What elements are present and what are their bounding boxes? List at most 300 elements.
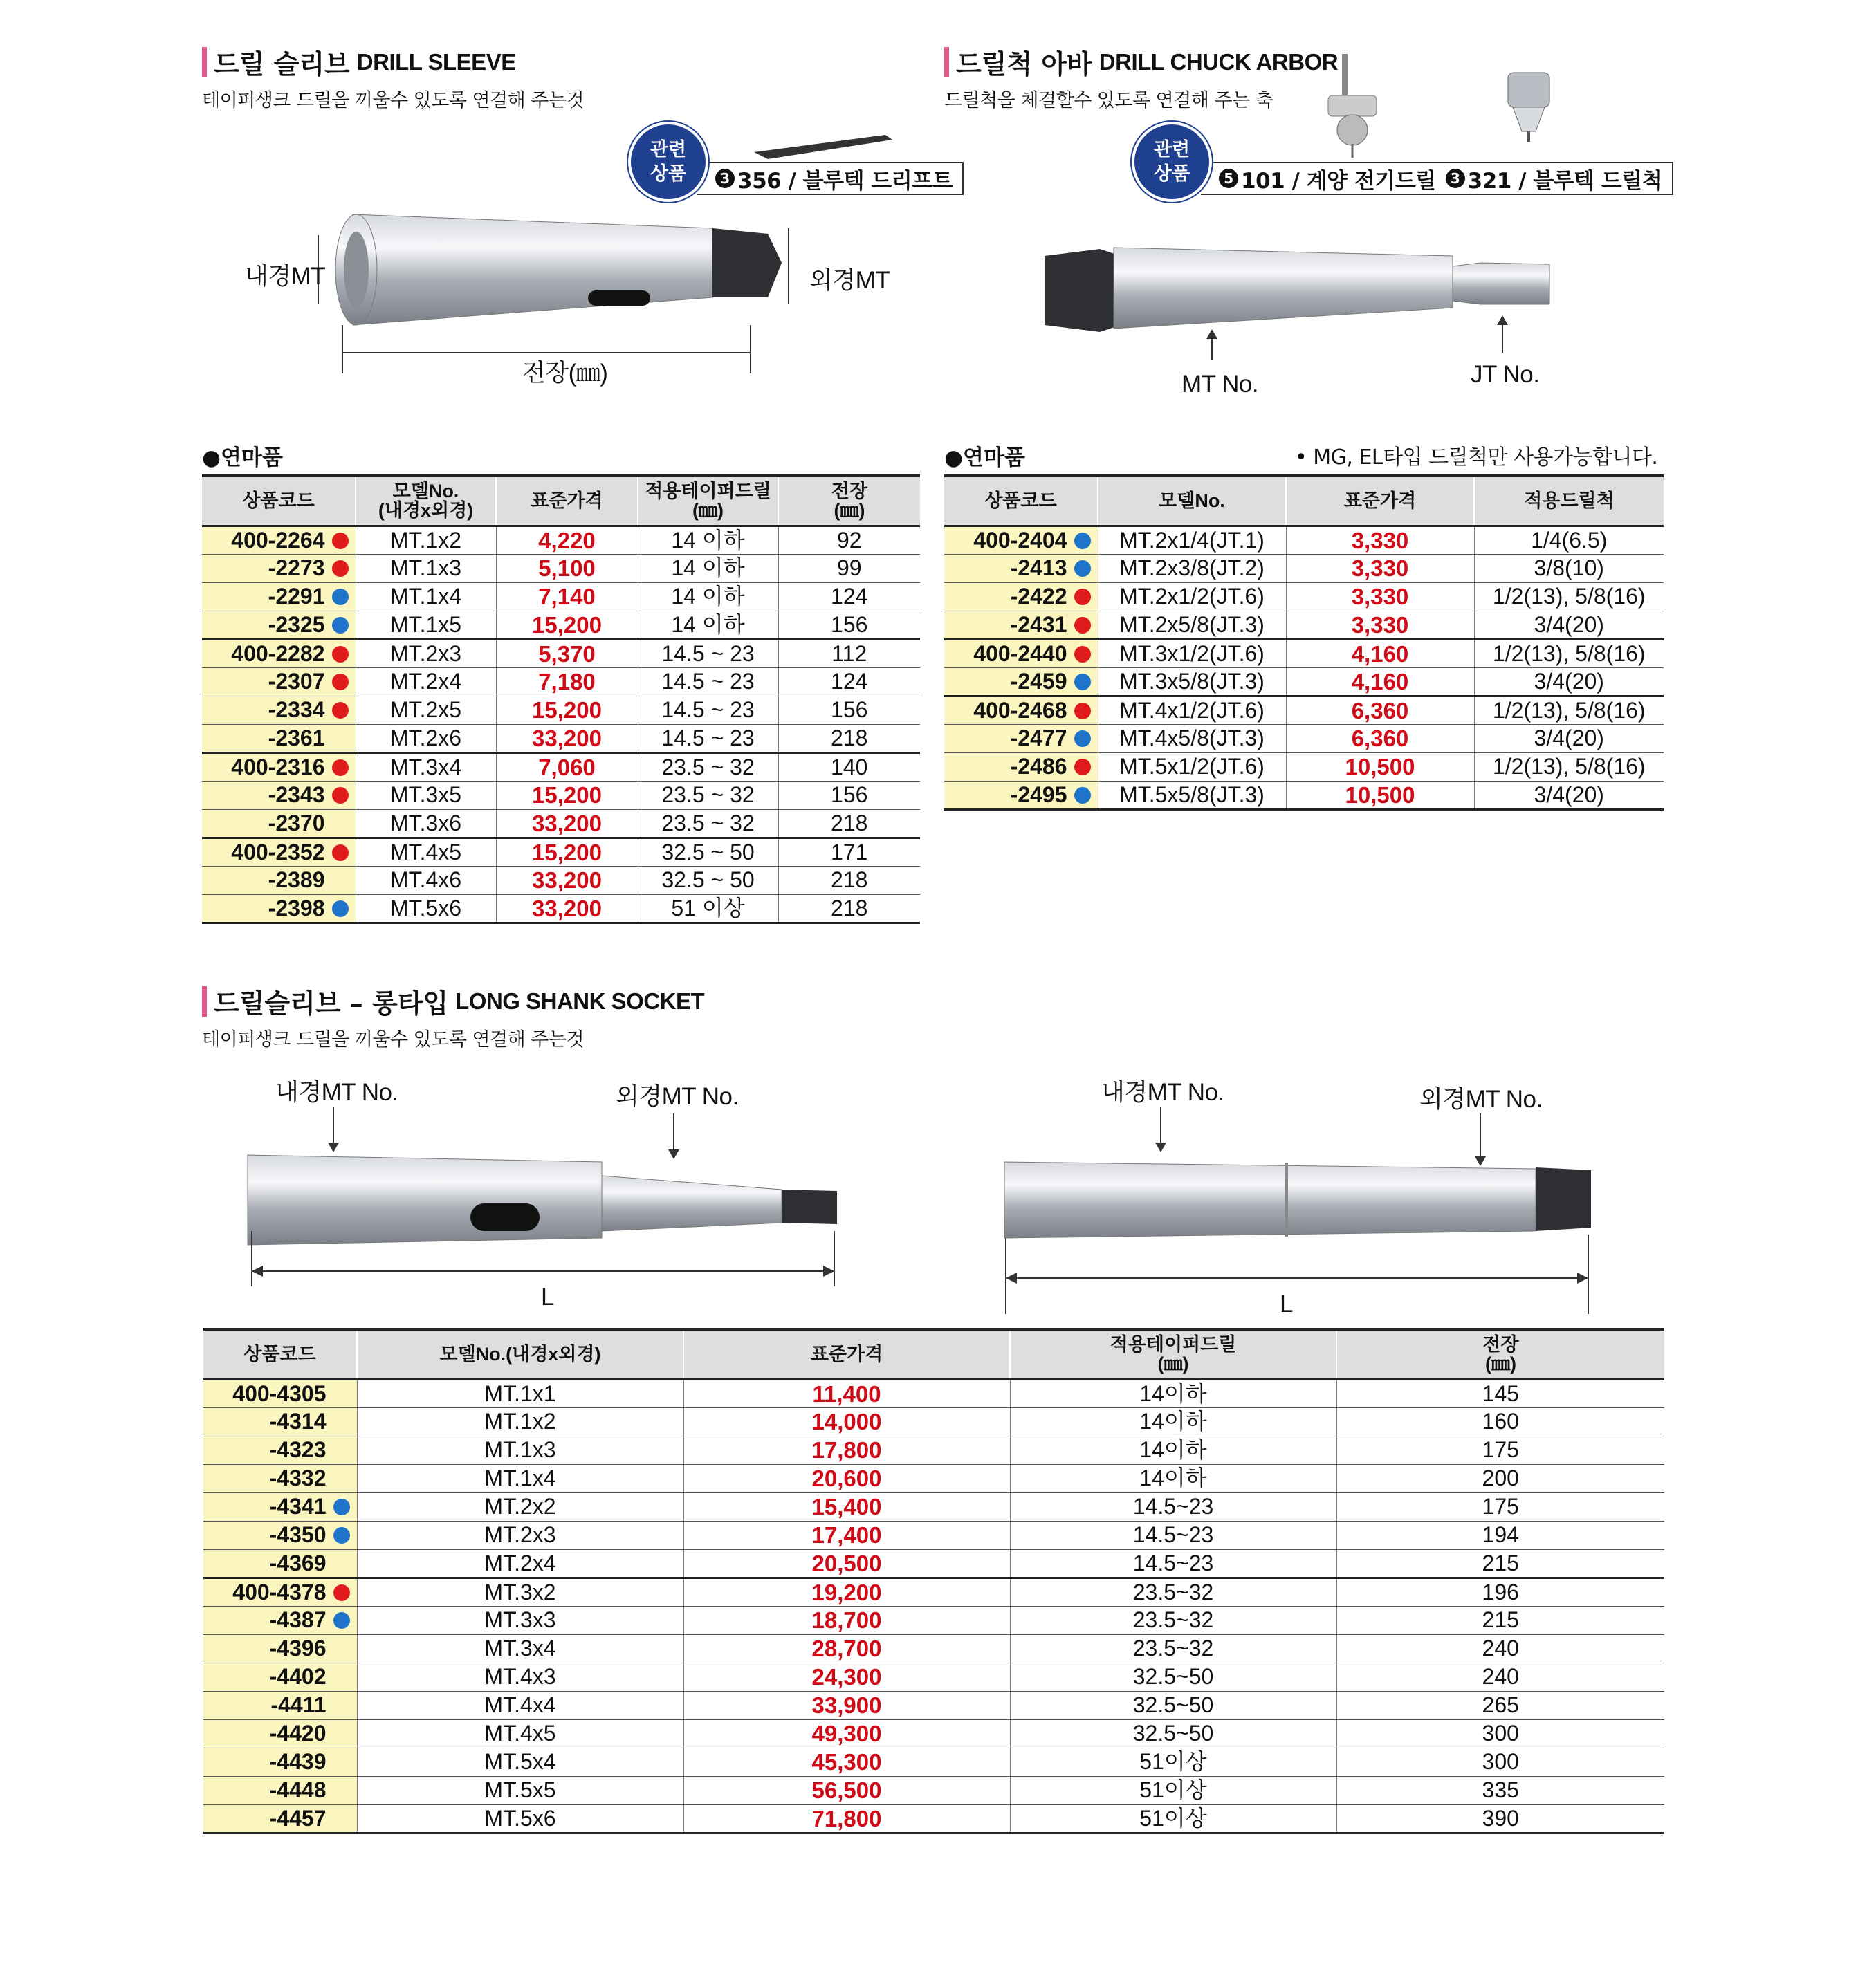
product-code: -2413	[1010, 555, 1067, 580]
model-cell: MT.2x6	[356, 724, 496, 752]
empty-dot	[333, 1414, 350, 1430]
table-row	[202, 696, 920, 724]
empty-dot	[333, 1754, 350, 1771]
table-row	[944, 582, 1664, 611]
product-code-cell	[203, 1606, 357, 1634]
drill-cell: 32.5~50	[1010, 1663, 1336, 1691]
product-code: -2422	[1010, 584, 1067, 609]
price-cell: 71,800	[683, 1804, 1010, 1833]
price-cell: 45,300	[683, 1748, 1010, 1776]
longshank-title-ko: 드릴슬리브 – 롱타입	[214, 988, 449, 1019]
price-cell: 7,180	[496, 667, 638, 696]
model-cell: MT.4x5/8(JT.3)	[1098, 724, 1286, 752]
related-item[interactable]: 3 356 / 블루텍 드리프트	[697, 162, 964, 195]
len-cell: 124	[778, 667, 920, 696]
label-length-2: L	[1280, 1291, 1293, 1318]
table-row	[202, 582, 920, 611]
col-header: 표준가격	[683, 1329, 1010, 1379]
chuck-cell: 1/2(13), 5/8(16)	[1474, 752, 1664, 781]
product-code: -4439	[269, 1749, 327, 1774]
drill-cell: 14.5 ~ 23	[638, 724, 778, 752]
drill-cell: 14.5~23	[1010, 1549, 1336, 1578]
empty-dot	[333, 1470, 350, 1487]
product-code-cell	[203, 1776, 357, 1804]
product-code-cell	[202, 838, 356, 866]
len-cell: 200	[1336, 1464, 1664, 1492]
len-cell: 218	[778, 724, 920, 752]
table-row	[203, 1379, 1664, 1407]
len-cell: 215	[1336, 1549, 1664, 1578]
model-cell: MT.5x5/8(JT.3)	[1098, 781, 1286, 809]
blue-dot-icon	[1074, 560, 1091, 577]
len-cell: 335	[1336, 1776, 1664, 1804]
price-cell: 6,360	[1286, 696, 1474, 724]
price-cell: 33,200	[496, 809, 638, 838]
len-cell: 390	[1336, 1804, 1664, 1833]
longshank-title-en: LONG SHANK SOCKET	[455, 988, 705, 1014]
price-cell: 15,400	[683, 1492, 1010, 1521]
col-header: 상품코드	[202, 476, 356, 526]
label-mt-no: MT No.	[1181, 371, 1259, 398]
price-cell: 33,200	[496, 894, 638, 923]
product-code-cell	[944, 639, 1098, 667]
related-badge: 관련 상품	[631, 124, 706, 199]
table-row	[203, 1804, 1664, 1833]
empty-dot	[332, 730, 349, 747]
product-code: -4411	[270, 1692, 327, 1717]
red-dot-icon	[332, 533, 349, 549]
product-code-cell	[202, 752, 356, 781]
col-header: 모델No.(내경x외경)	[357, 1329, 683, 1379]
product-code-cell	[202, 696, 356, 724]
drill-cell: 23.5 ~ 32	[638, 752, 778, 781]
blue-dot-icon	[1074, 730, 1091, 747]
long-socket-diagram-1	[242, 1107, 851, 1314]
product-code: -4387	[269, 1607, 327, 1632]
product-code: -2361	[268, 725, 325, 750]
product-code: 400-2282	[231, 640, 325, 666]
sleeve-title-ko: 드릴 슬리브	[214, 49, 350, 80]
table-row	[944, 554, 1664, 582]
empty-dot	[333, 1697, 350, 1714]
chuck-cell: 3/4(20)	[1474, 667, 1664, 696]
chuck-cell: 3/8(10)	[1474, 554, 1664, 582]
product-code: -2334	[268, 697, 325, 722]
empty-dot	[332, 815, 349, 832]
red-dot-icon	[332, 759, 349, 776]
product-code: -2273	[268, 555, 325, 580]
product-code-cell	[203, 1379, 357, 1407]
price-cell: 24,300	[683, 1663, 1010, 1691]
red-dot-icon	[1074, 617, 1091, 634]
red-dot-icon	[332, 844, 349, 861]
red-dot-icon	[332, 560, 349, 577]
product-code: -4396	[269, 1636, 327, 1661]
sleeve-subhead: ●연마품	[202, 445, 283, 470]
product-code: -2495	[1010, 782, 1067, 807]
price-cell: 15,200	[496, 696, 638, 724]
empty-dot	[333, 1386, 350, 1403]
model-cell: MT.2x1/2(JT.6)	[1098, 582, 1286, 611]
price-cell: 11,400	[683, 1379, 1010, 1407]
blue-dot-icon	[1074, 533, 1091, 549]
arbor-header	[944, 43, 1338, 112]
model-cell: MT.3x4	[356, 752, 496, 781]
product-code-cell	[203, 1691, 357, 1719]
price-cell: 15,200	[496, 838, 638, 866]
red-dot-icon	[332, 702, 349, 719]
arbor-related-products[interactable]	[1134, 124, 1673, 199]
product-code-cell	[203, 1634, 357, 1663]
drill-cell: 23.5~32	[1010, 1606, 1336, 1634]
product-code: -2459	[1010, 668, 1067, 694]
drill-cell: 32.5 ~ 50	[638, 838, 778, 866]
price-cell: 5,370	[496, 639, 638, 667]
product-code: 400-2440	[973, 640, 1067, 666]
product-code-cell	[944, 696, 1098, 724]
drill-cell: 14.5 ~ 23	[638, 696, 778, 724]
product-code-cell	[203, 1521, 357, 1549]
table-row	[944, 667, 1664, 696]
product-code: -4332	[269, 1466, 327, 1490]
longshank-header	[202, 982, 704, 1051]
price-cell: 7,140	[496, 582, 638, 611]
col-header: 모델No. (내경x외경)	[356, 476, 496, 526]
drill-cell: 23.5~32	[1010, 1578, 1336, 1606]
product-code: -2325	[268, 611, 325, 637]
drill-cell: 51 이상	[638, 894, 778, 923]
red-dot-icon	[332, 646, 349, 663]
related-item[interactable]: 5 101 / 계양 전기드릴 3 321 / 블루텍 드릴척	[1201, 162, 1673, 195]
model-cell: MT.3x2	[357, 1578, 683, 1606]
len-cell: 99	[778, 554, 920, 582]
table-row	[202, 809, 920, 838]
chuck-cell: 3/4(20)	[1474, 781, 1664, 809]
table-row	[944, 781, 1664, 809]
price-cell: 15,200	[496, 781, 638, 809]
price-cell: 17,800	[683, 1436, 1010, 1464]
drill-cell: 14 이하	[638, 582, 778, 611]
product-code-cell	[202, 724, 356, 752]
drill-cell: 14.5 ~ 23	[638, 667, 778, 696]
model-cell: MT.2x3/8(JT.2)	[1098, 554, 1286, 582]
drill-cell: 14.5 ~ 23	[638, 639, 778, 667]
price-cell: 19,200	[683, 1578, 1010, 1606]
model-cell: MT.2x3	[357, 1521, 683, 1549]
product-code-cell	[944, 724, 1098, 752]
len-cell: 175	[1336, 1436, 1664, 1464]
label-outer-mt: 외경MT	[809, 267, 890, 294]
table-row	[944, 611, 1664, 639]
product-code-cell	[202, 866, 356, 894]
empty-dot	[333, 1640, 350, 1657]
table-row	[203, 1776, 1664, 1804]
product-code: -2431	[1010, 611, 1067, 637]
drill-cell: 14이하	[1010, 1436, 1336, 1464]
red-dot-icon	[332, 787, 349, 804]
drill-cell: 32.5~50	[1010, 1719, 1336, 1748]
drill-cell: 14 이하	[638, 526, 778, 554]
price-cell: 20,600	[683, 1464, 1010, 1492]
price-cell: 33,900	[683, 1691, 1010, 1719]
price-cell: 4,160	[1286, 667, 1474, 696]
drill-cell: 14.5~23	[1010, 1492, 1336, 1521]
blue-dot-icon	[332, 617, 349, 634]
len-cell: 171	[778, 838, 920, 866]
title-accent-bar	[202, 986, 207, 1017]
model-cell: MT.1x5	[356, 611, 496, 639]
price-cell: 18,700	[683, 1606, 1010, 1634]
red-dot-icon	[332, 674, 349, 690]
product-code-cell	[944, 781, 1098, 809]
len-cell: 218	[778, 866, 920, 894]
product-code: -2307	[268, 669, 325, 694]
price-cell: 6,360	[1286, 724, 1474, 752]
product-code: -4420	[269, 1721, 327, 1746]
product-code: -4457	[269, 1805, 327, 1831]
empty-dot	[333, 1669, 350, 1685]
table-row	[944, 526, 1664, 554]
price-cell: 33,200	[496, 724, 638, 752]
table-row	[202, 866, 920, 894]
len-cell: 300	[1336, 1748, 1664, 1776]
empty-dot	[333, 1726, 350, 1742]
product-code: 400-4378	[232, 1579, 327, 1605]
model-cell: MT.5x6	[356, 894, 496, 923]
product-code-cell	[944, 752, 1098, 781]
table-row	[202, 894, 920, 923]
model-cell: MT.2x4	[357, 1549, 683, 1578]
product-code: -4314	[269, 1409, 327, 1434]
model-cell: MT.3x4	[357, 1634, 683, 1663]
product-code-cell	[203, 1719, 357, 1748]
chuck-cell: 3/4(20)	[1474, 611, 1664, 639]
table-row	[203, 1436, 1664, 1464]
table-row	[203, 1549, 1664, 1578]
len-cell: 175	[1336, 1492, 1664, 1521]
len-cell: 156	[778, 696, 920, 724]
table-row	[202, 752, 920, 781]
drill-cell: 14 이하	[638, 611, 778, 639]
blue-dot-icon	[332, 900, 349, 917]
product-code: -2370	[268, 810, 325, 835]
chuck-arbor-diagram	[1038, 228, 1563, 367]
product-code: -4350	[269, 1522, 327, 1547]
price-cell: 20,500	[683, 1549, 1010, 1578]
model-cell: MT.2x4	[356, 667, 496, 696]
len-cell: 240	[1336, 1663, 1664, 1691]
related-badge: 관련 상품	[1134, 124, 1209, 199]
product-code-cell	[202, 582, 356, 611]
price-cell: 4,220	[496, 526, 638, 554]
chuck-cell: 1/2(13), 5/8(16)	[1474, 639, 1664, 667]
sleeve-table	[202, 474, 920, 924]
chuck-cell: 1/4(6.5)	[1474, 526, 1664, 554]
len-cell: 112	[778, 639, 920, 667]
model-cell: MT.2x1/4(JT.1)	[1098, 526, 1286, 554]
label-inner-mt: 내경MT	[245, 263, 326, 290]
model-cell: MT.3x3	[357, 1606, 683, 1634]
product-code-cell	[944, 667, 1098, 696]
table-row	[203, 1521, 1664, 1549]
model-cell: MT.5x1/2(JT.6)	[1098, 752, 1286, 781]
product-code: -2343	[268, 782, 325, 807]
blue-dot-icon	[333, 1499, 350, 1515]
table-row	[203, 1691, 1664, 1719]
col-header: 모델No.	[1098, 476, 1286, 526]
empty-dot	[333, 1782, 350, 1799]
longshank-subtitle: 테이퍼생크 드릴을 끼울수 있도록 연결해 주는것	[202, 1029, 585, 1051]
len-cell: 196	[1336, 1578, 1664, 1606]
model-cell: MT.2x5	[356, 696, 496, 724]
product-code-cell	[203, 1663, 357, 1691]
long-socket-diagram-2	[996, 1107, 1605, 1321]
product-code: -2291	[268, 584, 325, 609]
drill-cell: 51이상	[1010, 1804, 1336, 1833]
label-inner-mt-no-1: 내경MT No.	[275, 1079, 398, 1106]
price-cell: 10,500	[1286, 752, 1474, 781]
empty-dot	[333, 1555, 350, 1572]
drill-cell: 23.5 ~ 32	[638, 809, 778, 838]
table-row	[203, 1492, 1664, 1521]
len-cell: 156	[778, 611, 920, 639]
price-cell: 4,160	[1286, 639, 1474, 667]
product-code-cell	[202, 639, 356, 667]
drill-cell: 14이하	[1010, 1407, 1336, 1436]
drill-cell: 14이하	[1010, 1464, 1336, 1492]
table-row	[203, 1634, 1664, 1663]
drill-cell: 14이하	[1010, 1379, 1336, 1407]
product-code: 400-2352	[231, 839, 325, 865]
table-row	[944, 752, 1664, 781]
model-cell: MT.4x6	[356, 866, 496, 894]
product-code: -4402	[269, 1664, 327, 1689]
label-length: 전장(㎜)	[522, 360, 608, 387]
len-cell: 240	[1336, 1634, 1664, 1663]
chuck-cell: 3/4(20)	[1474, 724, 1664, 752]
table-row	[202, 724, 920, 752]
model-cell: MT.5x6	[357, 1804, 683, 1833]
table-row	[944, 724, 1664, 752]
arbor-note: • MG, EL타입 드릴척만 사용가능합니다.	[1295, 445, 1658, 470]
model-cell: MT.1x4	[357, 1464, 683, 1492]
price-cell: 15,200	[496, 611, 638, 639]
model-cell: MT.5x5	[357, 1776, 683, 1804]
drift-tool-image	[747, 124, 899, 166]
col-header: 적용테이퍼드릴 (㎜)	[638, 476, 778, 526]
drill-cell: 51이상	[1010, 1748, 1336, 1776]
model-cell: MT.3x5/8(JT.3)	[1098, 667, 1286, 696]
col-header: 적용테이퍼드릴 (㎜)	[1010, 1329, 1336, 1379]
blue-dot-icon	[333, 1527, 350, 1544]
col-header: 상품코드	[944, 476, 1098, 526]
model-cell: MT.1x2	[357, 1407, 683, 1436]
drill-cell: 32.5 ~ 50	[638, 866, 778, 894]
table-row	[203, 1748, 1664, 1776]
table-row	[203, 1719, 1664, 1748]
red-dot-icon	[1074, 589, 1091, 605]
product-code-cell	[202, 809, 356, 838]
len-cell: 145	[1336, 1379, 1664, 1407]
product-code: 400-2316	[231, 754, 325, 779]
drill-cell: 23.5~32	[1010, 1634, 1336, 1663]
sleeve-header	[202, 43, 584, 112]
empty-dot	[332, 872, 349, 889]
table-row	[202, 781, 920, 809]
product-code: -4323	[269, 1437, 327, 1462]
table-row	[203, 1606, 1664, 1634]
model-cell: MT.3x6	[356, 809, 496, 838]
product-code: -4341	[269, 1494, 327, 1519]
drill-cell: 14.5~23	[1010, 1521, 1336, 1549]
price-cell: 3,330	[1286, 611, 1474, 639]
model-cell: MT.4x3	[357, 1663, 683, 1691]
table-row	[202, 611, 920, 639]
product-code-cell	[203, 1436, 357, 1464]
col-header: 표준가격	[1286, 476, 1474, 526]
blue-dot-icon	[332, 589, 349, 605]
red-dot-icon	[1074, 759, 1091, 775]
product-code-cell	[203, 1748, 357, 1776]
arbor-table	[944, 474, 1664, 811]
chuck-cell: 1/2(13), 5/8(16)	[1474, 582, 1664, 611]
len-cell: 300	[1336, 1719, 1664, 1748]
drill-cell: 23.5 ~ 32	[638, 781, 778, 809]
model-cell: MT.4x5	[356, 838, 496, 866]
price-cell: 3,330	[1286, 554, 1474, 582]
col-header: 상품코드	[203, 1329, 357, 1379]
price-cell: 5,100	[496, 554, 638, 582]
blue-dot-icon	[1074, 787, 1091, 804]
red-dot-icon	[1074, 703, 1091, 719]
model-cell: MT.2x3	[356, 639, 496, 667]
model-cell: MT.1x3	[356, 554, 496, 582]
label-outer-mt-no-2: 외경MT No.	[1419, 1086, 1543, 1113]
product-code-cell	[202, 526, 356, 554]
product-code-cell	[202, 894, 356, 923]
product-code-cell	[202, 667, 356, 696]
price-cell: 33,200	[496, 866, 638, 894]
table-row	[203, 1578, 1664, 1606]
product-code-cell	[202, 611, 356, 639]
model-cell: MT.2x5/8(JT.3)	[1098, 611, 1286, 639]
len-cell: 92	[778, 526, 920, 554]
table-row	[202, 667, 920, 696]
len-cell: 140	[778, 752, 920, 781]
product-code: -2398	[268, 895, 325, 921]
model-cell: MT.3x1/2(JT.6)	[1098, 639, 1286, 667]
len-cell: 265	[1336, 1691, 1664, 1719]
product-code: -4448	[269, 1777, 327, 1802]
len-cell: 215	[1336, 1606, 1664, 1634]
table-row	[202, 554, 920, 582]
table-row	[202, 639, 920, 667]
title-accent-bar	[202, 47, 207, 77]
arbor-title-ko: 드릴척 아바	[956, 49, 1092, 80]
table-row	[203, 1407, 1664, 1436]
len-cell: 218	[778, 809, 920, 838]
product-code-cell	[203, 1549, 357, 1578]
empty-dot	[333, 1811, 350, 1827]
product-code-cell	[202, 554, 356, 582]
price-cell: 28,700	[683, 1634, 1010, 1663]
price-cell: 3,330	[1286, 526, 1474, 554]
empty-dot	[333, 1442, 350, 1459]
drill-cell: 32.5~50	[1010, 1691, 1336, 1719]
drill-cell: 14 이하	[638, 554, 778, 582]
price-cell: 3,330	[1286, 582, 1474, 611]
model-cell: MT.2x2	[357, 1492, 683, 1521]
